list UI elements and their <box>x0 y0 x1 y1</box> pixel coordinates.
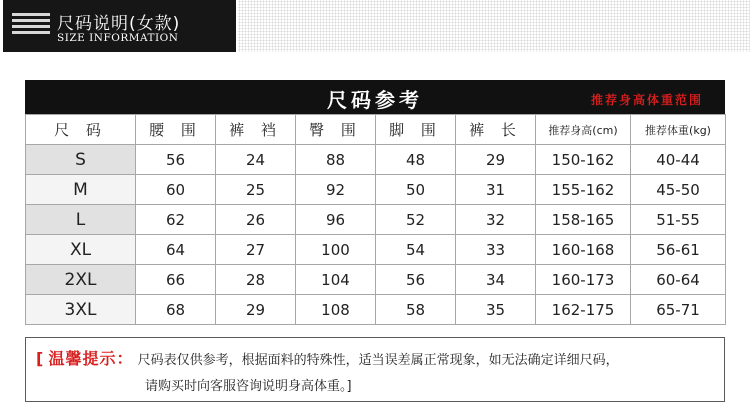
value-cell: 60 <box>136 175 216 205</box>
value-cell: 26 <box>216 205 296 235</box>
notice-box <box>25 337 725 402</box>
size-cell: 3XL <box>26 295 136 325</box>
column-header: 推荐体重(kg) <box>631 115 726 145</box>
stripes-icon <box>12 13 50 35</box>
column-header: 腰 围 <box>136 115 216 145</box>
value-cell: 54 <box>376 235 456 265</box>
value-cell: 27 <box>216 235 296 265</box>
column-header: 推荐身高(cm) <box>536 115 631 145</box>
notice-bracket: [ <box>36 349 45 368</box>
size-chart-note: 推荐身高体重范围 <box>590 93 703 107</box>
table-header-row <box>26 115 726 145</box>
value-cell: 64 <box>136 235 216 265</box>
value-cell: 158-165 <box>536 205 631 235</box>
column-header: 裤 长 <box>456 115 536 145</box>
size-table <box>25 114 726 325</box>
size-cell: XL <box>26 235 136 265</box>
value-cell: 58 <box>376 295 456 325</box>
value-cell: 162-175 <box>536 295 631 325</box>
value-cell: 51-55 <box>631 205 726 235</box>
value-cell: 160-168 <box>536 235 631 265</box>
table-row <box>26 235 726 265</box>
value-cell: 40-44 <box>631 145 726 175</box>
column-header: 脚 围 <box>376 115 456 145</box>
value-cell: 96 <box>296 205 376 235</box>
value-cell: 56-61 <box>631 235 726 265</box>
value-cell: 28 <box>216 265 296 295</box>
value-cell: 68 <box>136 295 216 325</box>
column-header: 尺 码 <box>26 115 136 145</box>
notice-line-2: 请购买时向客服咨询说明身高体重。] <box>145 379 352 394</box>
dotted-background <box>238 0 750 52</box>
size-cell: 2XL <box>26 265 136 295</box>
value-cell: 50 <box>376 175 456 205</box>
value-cell: 160-173 <box>536 265 631 295</box>
value-cell: 33 <box>456 235 536 265</box>
section-header <box>3 0 236 52</box>
value-cell: 56 <box>376 265 456 295</box>
value-cell: 29 <box>216 295 296 325</box>
value-cell: 88 <box>296 145 376 175</box>
value-cell: 60-64 <box>631 265 726 295</box>
value-cell: 65-71 <box>631 295 726 325</box>
value-cell: 56 <box>136 145 216 175</box>
table-row <box>26 175 726 205</box>
value-cell: 155-162 <box>536 175 631 205</box>
value-cell: 100 <box>296 235 376 265</box>
value-cell: 29 <box>456 145 536 175</box>
value-cell: 32 <box>456 205 536 235</box>
size-cell: S <box>26 145 136 175</box>
table-row <box>26 205 726 235</box>
value-cell: 92 <box>296 175 376 205</box>
column-header: 裤 裆 <box>216 115 296 145</box>
value-cell: 45-50 <box>631 175 726 205</box>
value-cell: 150-162 <box>536 145 631 175</box>
table-row <box>26 265 726 295</box>
size-cell: L <box>26 205 136 235</box>
section-subtitle: SIZE INFORMATION <box>57 32 179 44</box>
size-cell: M <box>26 175 136 205</box>
value-cell: 104 <box>296 265 376 295</box>
size-chart-header <box>25 80 725 114</box>
value-cell: 66 <box>136 265 216 295</box>
notice-text: 尺码表仅供参考，根据面料的特殊性，适当误差属正常现象，如无法确定详细尺码， <box>137 353 619 368</box>
value-cell: 48 <box>376 145 456 175</box>
value-cell: 35 <box>456 295 536 325</box>
column-header: 臀 围 <box>296 115 376 145</box>
section-title: 尺码说明(女款) <box>57 14 181 34</box>
table-row <box>26 295 726 325</box>
value-cell: 62 <box>136 205 216 235</box>
value-cell: 25 <box>216 175 296 205</box>
value-cell: 24 <box>216 145 296 175</box>
value-cell: 34 <box>456 265 536 295</box>
value-cell: 52 <box>376 205 456 235</box>
table-row <box>26 145 726 175</box>
value-cell: 31 <box>456 175 536 205</box>
size-chart <box>25 80 725 325</box>
notice-line-1 <box>36 346 619 369</box>
value-cell: 108 <box>296 295 376 325</box>
size-chart-title: 尺码参考 <box>327 88 423 112</box>
notice-label: 温馨提示： <box>48 349 134 368</box>
